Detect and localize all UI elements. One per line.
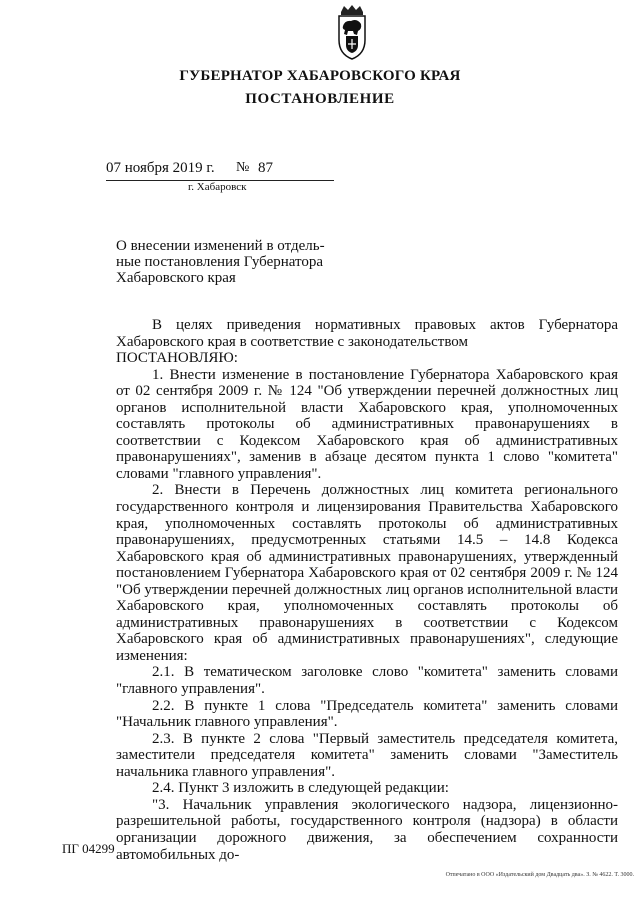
preamble-paragraph: В целях приведения нормативных правовых актов Губернатора Хабаровского края в соответствие с законодательством <box>116 317 618 350</box>
document-body <box>116 317 618 863</box>
issuing-authority: ГУБЕРНАТОР ХАБАРОВСКОГО КРАЯ <box>179 68 461 84</box>
clause-2-2: 2.2. В пункте 1 слова "Председатель комитета" заменить словами "Начальник главного управления". <box>116 697 618 731</box>
document-date: 07 ноября 2019 г. <box>106 160 215 176</box>
document-place: г. Хабаровск <box>188 181 247 193</box>
coat-of-arms-icon <box>327 4 377 62</box>
quoted-clause-3: "3. Начальник управления экологического надзора, лицензионно-разрешительной работы, государственного контроля (надзора) в области организации дорожного движения, за обеспечением сохранности автомобильных до- <box>116 796 618 863</box>
clause-2-1: 2.1. В тематическом заголовке слово "комитета" заменить словами "главного управления". <box>116 664 618 698</box>
document-type: ПОСТАНОВЛЕНИЕ <box>245 91 395 107</box>
form-code: ПГ 04299 <box>62 841 115 856</box>
clause-2-3: 2.3. В пункте 2 слова "Первый заместитель председателя комитета, заместители председателя комитета" заменить словами "Заместитель начальника главного управления". <box>116 730 618 780</box>
resolution-heading: ПОСТАНОВЛЯЮ: <box>116 350 238 367</box>
number-label: № <box>236 160 250 175</box>
date-number-line <box>106 160 334 181</box>
document-number: 87 <box>258 160 273 176</box>
printing-note: Отпечатано в ООО «Издательский дом Двадцать два». З. № 4622. Т. 3000. <box>445 872 634 878</box>
clause-1: 1. Внести изменение в постановление Губернатора Хабаровского края от 02 сентября 2009 г. № 124 "Об утверждении перечней должностных лиц органов исполнительной власти Хабаровского края, уполномоченных составлять протоколы об административных правонарушениях в соответствии с Кодексом Хабаровского края об административных правонарушениях", заменив в абзаце десятом пункта 1 слово "комитета" словами "главного управления". <box>116 366 618 482</box>
clause-2: 2. Внести в Перечень должностных лиц комитета регионального государственного контроля и лицензирования Правительства Хабаровского края, уполномоченных составлять протоколы об административных правонарушениях, предусмотренных статьями 14.5 – 14.8 Кодекса Хабаровского края об административных правонарушениях, утвержденный постановлением Губернатора Хабаровского края от 02 сентября 2009 г. № 124 "Об утверждении перечней должностных лиц органов исполнительной власти Хабаровского края, уполномоченных составлять протоколы об административных правонарушениях в соответствии с Кодексом Хабаровского края об административных правонарушениях", следующие изменения: <box>116 482 618 664</box>
document-subject: О внесении изменений в отдель- ные постановления Губернатора Хабаровского края <box>116 238 325 286</box>
clause-2-4: 2.4. Пункт 3 изложить в следующей редакции: <box>152 780 449 797</box>
